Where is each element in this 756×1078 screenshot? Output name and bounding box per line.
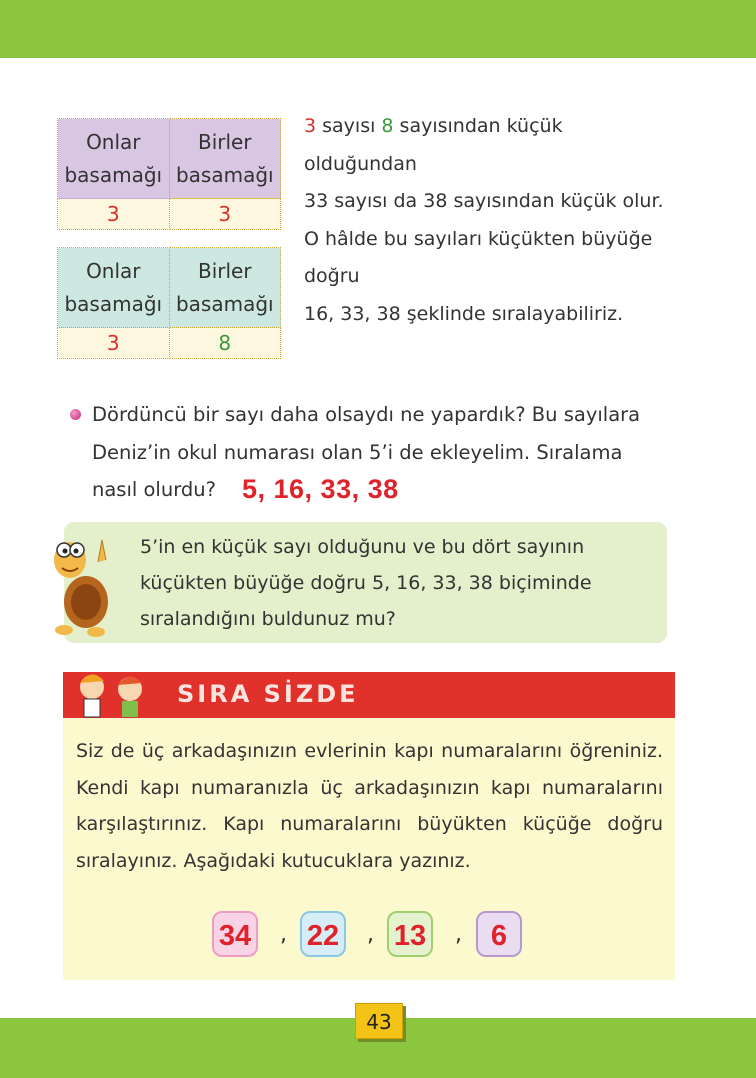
top-band: [0, 0, 756, 58]
activity-text: Siz de üç arkadaşınızın evlerinin kapı numaralarını öğreniniz. Kendi kapı numaranızla üç arkadaşınızın kapı numaralarını karşılaştırınız. Kapı numaralarını büyükten küçüğe doğru sıralayınız. Aşağıdaki kutucuklara yazınız.: [76, 740, 663, 872]
number-3: 3: [304, 115, 317, 137]
tip-text: 5’in en küçük sayı olduğunu ve bu dört sayının küçükten büyüğe doğru 5, 16, 33, 38 biçiminde sıralandığını buldunuz mu?: [140, 536, 592, 630]
question-text: Dördüncü bir sayı daha olsaydı ne yapardık? Bu sayılara Deniz’in okul numarası olan 5’i de ekleyelim. Sıralama nasıl olurdu?: [92, 403, 641, 501]
ones-value: 3: [169, 199, 280, 230]
bullet-icon: [70, 409, 81, 420]
tens-header: Onlar basamağı: [58, 119, 170, 199]
place-value-table-1: [57, 118, 281, 230]
comma-separator: ,: [455, 922, 462, 947]
answer-box-3[interactable]: 13: [387, 911, 433, 957]
tens-value: 3: [58, 199, 170, 230]
explanation-paragraph: [304, 108, 664, 333]
kids-icon: [70, 667, 160, 719]
ones-header: Birler basamağı: [169, 119, 280, 199]
explanation-line-2: 33 sayısı da 38 sayısından küçük olur.: [304, 190, 664, 212]
ones-header: Birler basamağı: [169, 248, 280, 328]
place-value-table-2: [57, 247, 281, 359]
answer-box-4[interactable]: 6: [476, 911, 522, 957]
tens-header: Onlar basamağı: [58, 248, 170, 328]
sira-sizde-title: SIRA SİZDE: [177, 680, 359, 708]
page-number: 43: [355, 1003, 403, 1039]
comma-separator: ,: [280, 922, 287, 947]
explanation-line-4: 16, 33, 38 şeklinde sıralayabiliriz.: [304, 302, 624, 325]
answer-box-1[interactable]: 34: [212, 911, 258, 957]
explanation-text-1: sayısı: [316, 115, 382, 137]
number-8: 8: [381, 115, 394, 137]
ones-value: 8: [169, 328, 280, 359]
handwritten-answer: 5, 16, 33, 38: [242, 474, 399, 504]
answer-box-2[interactable]: 22: [300, 911, 346, 957]
comma-separator: ,: [367, 922, 374, 947]
turtle-mascot-icon: [50, 530, 116, 638]
explanation-line-3: O hâlde bu sayıları küçükten büyüğe doğru: [304, 227, 653, 287]
tens-value: 3: [58, 328, 170, 359]
explanation-text-2: sayısından küçük olduğundan: [304, 115, 563, 175]
